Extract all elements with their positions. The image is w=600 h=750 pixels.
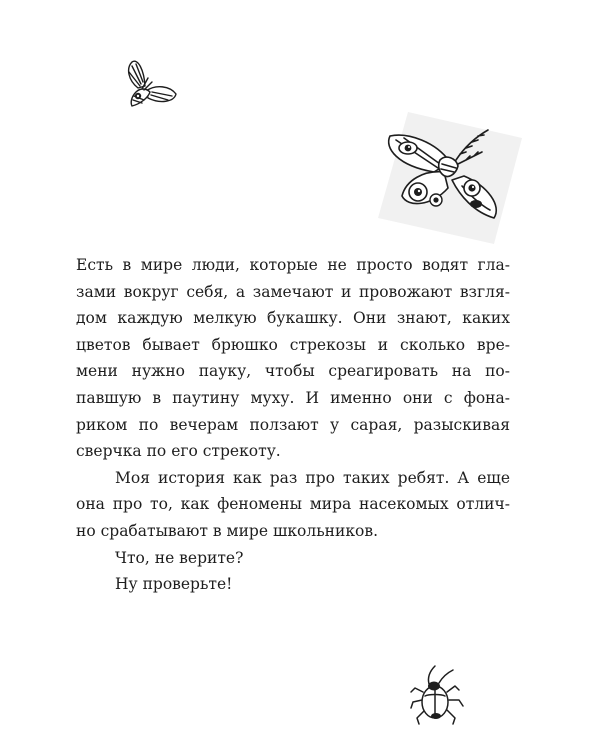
text-line: павшую в паутину муху. И именно они с фона-	[76, 388, 510, 407]
paragraph-3	[76, 545, 510, 572]
story-text	[76, 252, 510, 598]
text-line: Что, не верите?	[115, 548, 244, 567]
paragraph-1	[76, 252, 510, 465]
text-line: Есть в мире люди, которые не просто водят гла-	[76, 256, 510, 274]
text-line: но срабатывают в мире школьников.	[76, 521, 378, 540]
moth-large-icon	[378, 108, 522, 244]
text-line: зами вокруг себя, а замечают и провожают взгля-	[76, 282, 510, 301]
text-line: сверчка по его стрекоту.	[76, 442, 281, 461]
text-line: цветов бывает брюшко стрекозы и сколько вре-	[76, 335, 510, 354]
paragraph-2	[76, 465, 510, 545]
text-line: дом каждую мелкую букашку. Они знают, каких	[76, 309, 510, 328]
paragraph-4	[76, 571, 510, 598]
text-line: Ну проверьте!	[115, 575, 233, 594]
text-line: Моя история как раз про таких ребят. А еще	[115, 468, 510, 487]
moth-small-icon	[118, 58, 182, 122]
text-line: риком по вечерам ползают у сарая, разыскивая	[76, 415, 510, 434]
text-line: мени нужно пауку, чтобы среагировать на по-	[76, 362, 510, 381]
beetle-icon	[409, 662, 465, 730]
text-line: она про то, как феномены мира насекомых отлич-	[76, 495, 510, 514]
